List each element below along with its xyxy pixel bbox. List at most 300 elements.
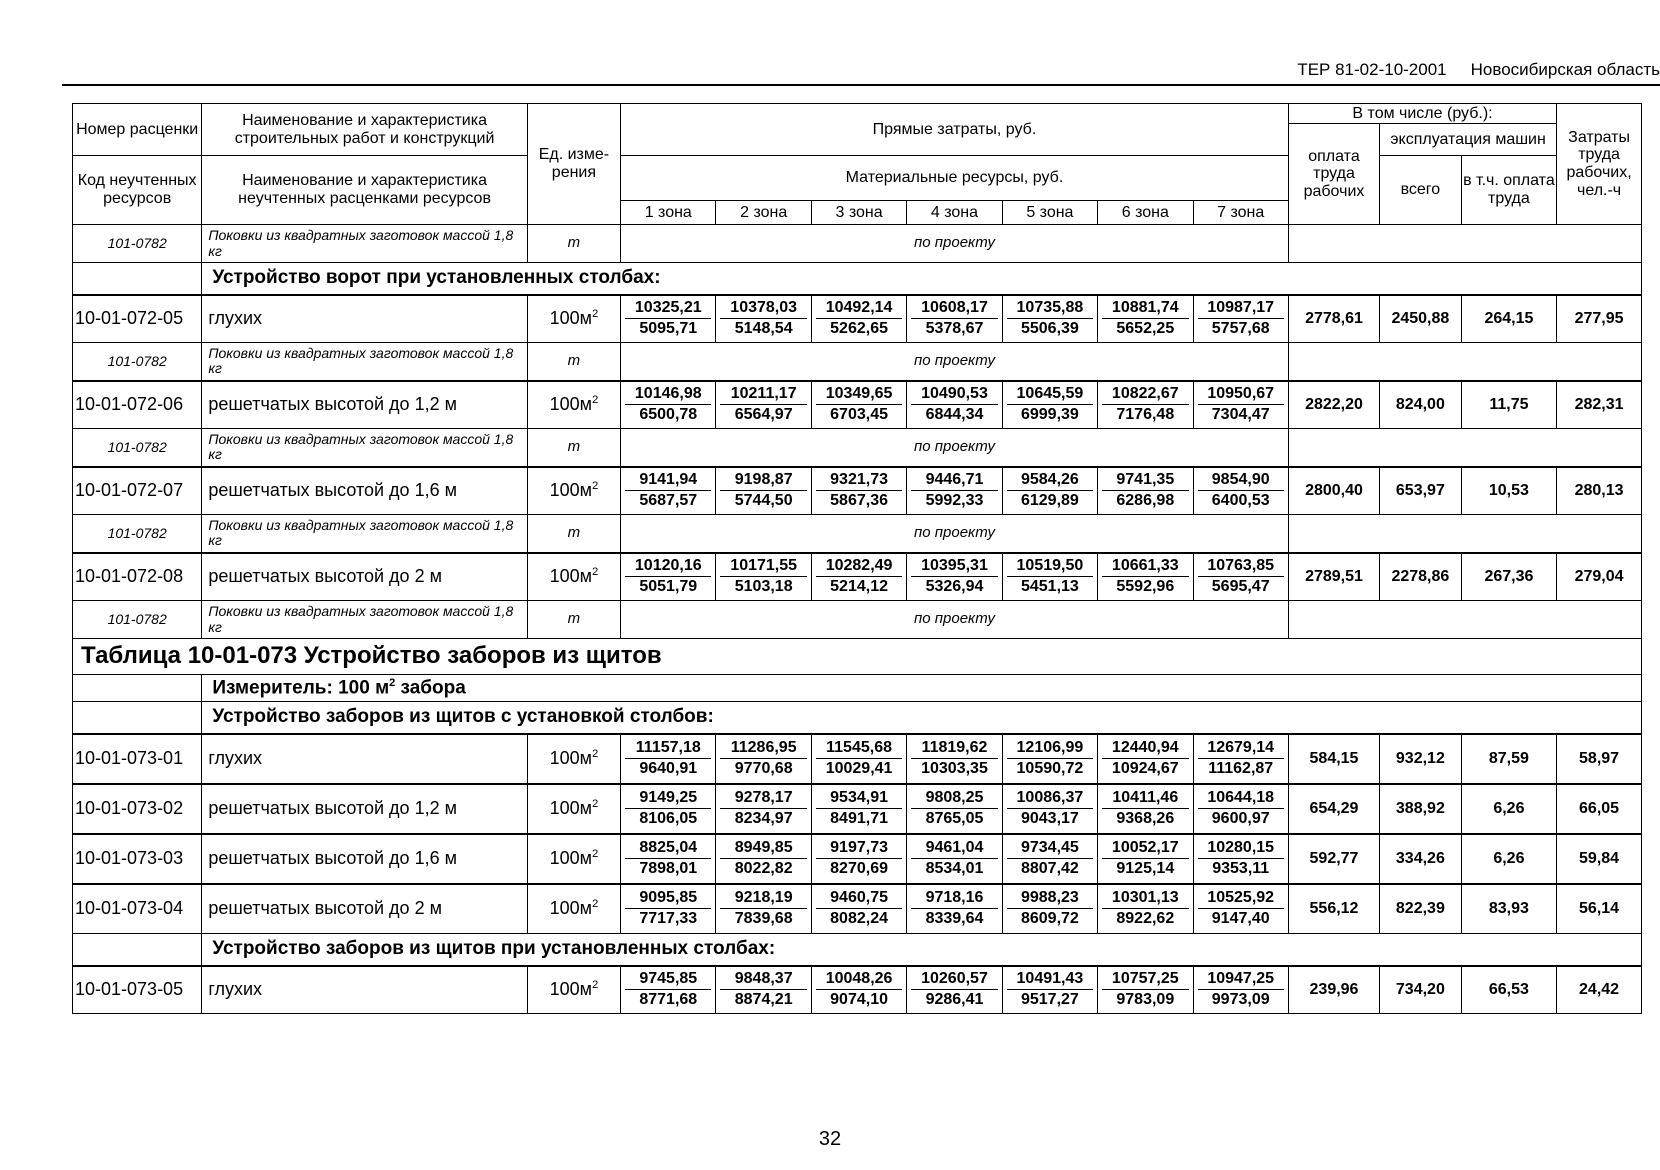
zone-value-cell xyxy=(716,734,811,784)
machines-labor-value: 87,59 xyxy=(1461,734,1556,784)
rate-unit xyxy=(527,467,620,515)
zone-value-cell xyxy=(621,553,716,601)
direct-cost-value: 10349,65 xyxy=(816,384,902,405)
direct-cost-value: 10280,15 xyxy=(1198,838,1284,859)
machines-labor-value: 83,93 xyxy=(1461,884,1556,934)
material-cost-value: 9074,10 xyxy=(830,991,888,1009)
material-cost-value: 9770,68 xyxy=(734,760,793,777)
direct-cost-value: 12440,94 xyxy=(1102,738,1188,759)
rate-name: решетчатых высотой до 2 м xyxy=(202,553,527,601)
machines-total-value: 2278,86 xyxy=(1380,553,1462,601)
zone-value-cell xyxy=(621,884,716,934)
resource-name: Поковки из квадратных заготовок массой 1,8 кг xyxy=(202,429,527,467)
rate-unit xyxy=(527,381,620,429)
labor-pay-value: 239,96 xyxy=(1288,966,1379,1014)
machines-labor-value: 6,26 xyxy=(1461,784,1556,834)
zone-value-cell xyxy=(621,834,716,884)
zone-value-cell xyxy=(907,295,1002,343)
machines-labor-header: в т.ч. оплата труда xyxy=(1461,156,1556,225)
direct-cost-value: 10492,14 xyxy=(816,298,902,319)
material-cost-value: 9973,09 xyxy=(1211,991,1270,1009)
machines-labor-value: 6,26 xyxy=(1461,834,1556,884)
unit-text: 100м xyxy=(549,480,593,501)
rate-name: глухих xyxy=(202,734,527,784)
direct-cost-value: 10881,74 xyxy=(1102,298,1188,319)
material-cost-value: 5326,94 xyxy=(925,578,984,596)
zone-value-cell xyxy=(1098,784,1193,834)
zone-value-cell xyxy=(1098,553,1193,601)
zone-value-cell xyxy=(811,884,906,934)
zone-value-cell xyxy=(1193,734,1288,784)
material-cost-value: 8771,68 xyxy=(639,991,698,1009)
rate-name: глухих xyxy=(202,966,527,1014)
rate-name: решетчатых высотой до 2 м xyxy=(202,884,527,934)
direct-cost-value: 9848,37 xyxy=(720,969,806,990)
unit-header: Ед. изме-рения xyxy=(527,104,620,225)
direct-cost-value: 11286,95 xyxy=(720,738,806,759)
direct-cost-value: 9321,73 xyxy=(816,470,902,491)
direct-cost-value: 10325,21 xyxy=(625,298,711,319)
labor-hours-value: 280,13 xyxy=(1557,467,1642,515)
zone-header: 3 зона xyxy=(811,201,906,225)
direct-cost-value: 10763,85 xyxy=(1198,556,1284,577)
zone-value-cell xyxy=(1098,381,1193,429)
material-cost-value: 5148,54 xyxy=(734,320,793,338)
direct-cost-value: 10378,03 xyxy=(720,298,806,319)
rate-name: решетчатых высотой до 1,6 м xyxy=(202,467,527,515)
direct-cost-value: 10211,17 xyxy=(720,384,806,405)
zone-value-cell xyxy=(907,884,1002,934)
unit-text: 100м xyxy=(549,394,593,415)
material-cost-value: 7717,33 xyxy=(639,910,698,928)
direct-cost-value: 10525,92 xyxy=(1198,888,1284,909)
section-row xyxy=(73,934,1642,966)
direct-cost-value: 10645,59 xyxy=(1007,384,1093,405)
zone-header: 2 зона xyxy=(716,201,811,225)
resource-name-header: Наименование и характеристика неучтенных расценками ресурсов xyxy=(202,156,527,225)
zone-value-cell xyxy=(621,784,716,834)
material-cost-value: 5992,33 xyxy=(925,492,984,510)
material-cost-value: 8082,24 xyxy=(830,910,888,928)
zone-value-cell xyxy=(716,295,811,343)
zone-value-cell xyxy=(1193,295,1288,343)
material-cost-value: 5695,47 xyxy=(1211,578,1270,596)
rate-unit xyxy=(527,884,620,934)
zone-value-cell xyxy=(1002,467,1097,515)
labor-pay-value: 2789,51 xyxy=(1288,553,1379,601)
resource-code: 101-0782 xyxy=(73,343,202,381)
section-heading: Устройство заборов из щитов при установленных столбах: xyxy=(202,934,1642,966)
rate-code: 10-01-073-05 xyxy=(73,966,202,1014)
labor-pay-header: оплата труда рабочих xyxy=(1288,124,1379,225)
zone-value-cell xyxy=(1098,734,1193,784)
labor-pay-value: 654,29 xyxy=(1288,784,1379,834)
material-cost-value: 5451,13 xyxy=(1020,578,1079,596)
material-cost-value: 5506,39 xyxy=(1020,320,1079,338)
direct-cost-value: 10260,57 xyxy=(911,969,997,990)
rates-table xyxy=(72,103,1642,1014)
resource-note: по проекту xyxy=(621,429,1289,467)
machines-total-header: всего xyxy=(1380,156,1462,225)
section-heading: Устройство заборов из щитов с установкой столбов: xyxy=(202,702,1642,734)
zone-value-cell xyxy=(716,553,811,601)
empty-cell xyxy=(1288,429,1641,467)
zone-value-cell xyxy=(907,734,1002,784)
zone-value-cell xyxy=(716,966,811,1014)
direct-cost-value: 9745,85 xyxy=(625,969,711,990)
material-cost-value: 10029,41 xyxy=(825,760,893,777)
labor-pay-value: 556,12 xyxy=(1288,884,1379,934)
material-cost-value: 6400,53 xyxy=(1211,492,1270,510)
empty-cell xyxy=(73,263,202,295)
material-cost-value: 5744,50 xyxy=(734,492,793,510)
material-cost-value: 9286,41 xyxy=(925,991,984,1009)
rate-unit xyxy=(527,734,620,784)
resource-note: по проекту xyxy=(621,601,1289,639)
direct-cost-value: 11545,68 xyxy=(816,738,902,759)
direct-cost-value: 9461,04 xyxy=(911,838,997,859)
zone-value-cell xyxy=(907,834,1002,884)
zone-value-cell xyxy=(1002,295,1097,343)
unit-exponent: 2 xyxy=(592,898,599,911)
unit-exponent: 2 xyxy=(592,798,599,811)
material-cost-value: 8491,71 xyxy=(830,810,888,827)
zone-value-cell xyxy=(1193,553,1288,601)
region-name: Новосибирская область xyxy=(1470,60,1660,79)
labor-hours-value: 59,84 xyxy=(1557,834,1642,884)
material-cost-value: 8765,05 xyxy=(925,810,984,827)
zone-value-cell xyxy=(1098,966,1193,1014)
resource-unit: т xyxy=(527,515,620,553)
rate-unit xyxy=(527,834,620,884)
direct-cost-value: 9718,16 xyxy=(911,888,997,909)
table-header xyxy=(73,104,1642,225)
zone-value-cell xyxy=(621,467,716,515)
zone-value-cell xyxy=(1002,834,1097,884)
rate-unit xyxy=(527,966,620,1014)
material-cost-value: 8234,97 xyxy=(734,810,793,827)
direct-cost-value: 10822,67 xyxy=(1102,384,1188,405)
material-cost-value: 6844,34 xyxy=(925,406,984,424)
zone-value-cell xyxy=(1193,784,1288,834)
material-cost-value: 9043,17 xyxy=(1020,810,1079,827)
rate-unit xyxy=(527,553,620,601)
direct-cost-value: 10301,13 xyxy=(1102,888,1188,909)
rate-code: 10-01-073-01 xyxy=(73,734,202,784)
rate-name: глухих xyxy=(202,295,527,343)
machines-labor-value: 66,53 xyxy=(1461,966,1556,1014)
labor-hours-value: 56,14 xyxy=(1557,884,1642,934)
unit-text: 100м xyxy=(549,798,593,819)
machines-total-value: 932,12 xyxy=(1380,734,1462,784)
work-name-header: Наименование и характеристика строительных работ и конструкций xyxy=(202,104,527,156)
rate-name: решетчатых высотой до 1,2 м xyxy=(202,784,527,834)
direct-cost-value: 12106,99 xyxy=(1007,738,1093,759)
rate-number-header: Номер расценки xyxy=(73,104,202,156)
rate-row xyxy=(73,467,1642,515)
resource-note: по проекту xyxy=(621,225,1289,263)
table-title: Таблица 10-01-073 Устройство заборов из щитов xyxy=(73,639,1642,675)
material-cost-value: 9353,11 xyxy=(1212,860,1270,877)
rate-row xyxy=(73,381,1642,429)
direct-cost-value: 9149,25 xyxy=(625,788,711,809)
machines-total-value: 2450,88 xyxy=(1380,295,1462,343)
zone-header: 5 зона xyxy=(1002,201,1097,225)
zone-value-cell xyxy=(907,381,1002,429)
zone-value-cell xyxy=(716,834,811,884)
section-row xyxy=(73,263,1642,295)
rate-code: 10-01-073-04 xyxy=(73,884,202,934)
direct-cost-value: 10950,67 xyxy=(1198,384,1284,405)
zone-value-cell xyxy=(1098,467,1193,515)
rate-row xyxy=(73,734,1642,784)
zone-value-cell xyxy=(716,381,811,429)
unit-text: 100м xyxy=(549,566,593,587)
labor-hours-header: Затраты труда рабочих, чел.-ч xyxy=(1557,104,1642,225)
section-heading: Устройство ворот при установленных столбах: xyxy=(202,263,1642,295)
resource-code: 101-0782 xyxy=(73,515,202,553)
unit-exponent: 2 xyxy=(592,308,599,321)
zone-value-cell xyxy=(1193,884,1288,934)
unit-text: 100м xyxy=(549,848,593,869)
zone-value-cell xyxy=(811,734,906,784)
rate-code: 10-01-073-03 xyxy=(73,834,202,884)
direct-cost-value: 10735,88 xyxy=(1007,298,1093,319)
resource-note: по проекту xyxy=(621,515,1289,553)
material-cost-value: 8339,64 xyxy=(925,910,984,928)
zone-value-cell xyxy=(716,467,811,515)
material-cost-value: 5262,65 xyxy=(830,320,888,338)
empty-cell xyxy=(73,702,202,734)
zone-header: 7 зона xyxy=(1193,201,1288,225)
material-cost-value: 7176,48 xyxy=(1116,406,1175,424)
rate-code: 10-01-072-07 xyxy=(73,467,202,515)
labor-pay-value: 2800,40 xyxy=(1288,467,1379,515)
empty-cell xyxy=(73,934,202,966)
direct-cost-value: 10146,98 xyxy=(625,384,711,405)
zone-value-cell xyxy=(811,784,906,834)
machines-total-value: 824,00 xyxy=(1380,381,1462,429)
material-cost-value: 5214,12 xyxy=(830,578,888,596)
direct-cost-value: 12679,14 xyxy=(1198,738,1284,759)
zone-value-cell xyxy=(1098,884,1193,934)
measure-tail: забора xyxy=(395,677,466,699)
labor-hours-value: 24,42 xyxy=(1557,966,1642,1014)
material-cost-value: 5378,67 xyxy=(925,320,984,338)
machines-labor-value: 11,75 xyxy=(1461,381,1556,429)
direct-cost-value: 9741,35 xyxy=(1102,470,1188,491)
direct-cost-value: 9218,19 xyxy=(720,888,806,909)
labor-hours-value: 279,04 xyxy=(1557,553,1642,601)
zone-value-cell xyxy=(811,553,906,601)
material-cost-value: 9517,27 xyxy=(1020,991,1079,1009)
zone-value-cell xyxy=(907,553,1002,601)
unit-exponent: 2 xyxy=(592,748,599,761)
direct-cost-value: 9197,73 xyxy=(816,838,902,859)
labor-pay-value: 584,15 xyxy=(1288,734,1379,784)
material-cost-value: 8106,05 xyxy=(639,810,698,827)
empty-cell xyxy=(1288,343,1641,381)
direct-cost-value: 9988,23 xyxy=(1007,888,1093,909)
direct-cost-value: 9198,87 xyxy=(720,470,806,491)
resource-note: по проекту xyxy=(621,343,1289,381)
machines-header: эксплуатация машин xyxy=(1380,124,1557,156)
rate-row xyxy=(73,295,1642,343)
zone-value-cell xyxy=(621,381,716,429)
direct-cost-value: 9808,25 xyxy=(911,788,997,809)
labor-pay-value: 2778,61 xyxy=(1288,295,1379,343)
direct-cost-value: 10171,55 xyxy=(720,556,806,577)
zone-value-cell xyxy=(1193,467,1288,515)
page-number: 32 xyxy=(818,1128,842,1150)
measure-exponent: 2 xyxy=(389,676,396,689)
direct-cost-value: 10282,49 xyxy=(816,556,902,577)
labor-hours-value: 66,05 xyxy=(1557,784,1642,834)
direct-cost-value: 10757,25 xyxy=(1102,969,1188,990)
material-cost-value: 8270,69 xyxy=(830,860,888,877)
resource-name: Поковки из квадратных заготовок массой 1,8 кг xyxy=(202,343,527,381)
labor-pay-value: 2822,20 xyxy=(1288,381,1379,429)
zone-value-cell xyxy=(907,784,1002,834)
zone-value-cell xyxy=(621,734,716,784)
zone-value-cell xyxy=(1002,884,1097,934)
unit-exponent: 2 xyxy=(592,979,599,992)
direct-cost-value: 9095,85 xyxy=(625,888,711,909)
labor-hours-value: 58,97 xyxy=(1557,734,1642,784)
zone-header: 1 зона xyxy=(621,201,716,225)
rate-unit xyxy=(527,295,620,343)
zone-value-cell xyxy=(1002,553,1097,601)
unit-exponent: 2 xyxy=(592,480,599,493)
unit-exponent: 2 xyxy=(592,848,599,861)
zone-value-cell xyxy=(907,966,1002,1014)
rate-row xyxy=(73,553,1642,601)
zone-value-cell xyxy=(811,381,906,429)
including-header: В том числе (руб.): xyxy=(1288,104,1556,124)
resource-code-header: Код неучтенных ресурсов xyxy=(73,156,202,225)
direct-cost-value: 8949,85 xyxy=(720,838,806,859)
resource-unit: т xyxy=(527,429,620,467)
material-cost-value: 11162,87 xyxy=(1208,760,1274,777)
direct-cost-value: 9460,75 xyxy=(816,888,902,909)
zone-value-cell xyxy=(907,467,1002,515)
zone-value-cell xyxy=(716,784,811,834)
resource-row xyxy=(73,515,1642,553)
rate-code: 10-01-072-06 xyxy=(73,381,202,429)
running-header xyxy=(62,60,1660,86)
material-cost-value: 5652,25 xyxy=(1116,320,1175,338)
material-cost-value: 10590,72 xyxy=(1016,760,1084,777)
material-cost-value: 9125,14 xyxy=(1116,860,1175,877)
zone-value-cell xyxy=(1098,834,1193,884)
direct-cost-value: 10608,17 xyxy=(911,298,997,319)
rate-row xyxy=(73,834,1642,884)
unit-text: 100м xyxy=(549,748,593,769)
direct-cost-value: 10947,25 xyxy=(1198,969,1284,990)
rate-row xyxy=(73,784,1642,834)
rate-name: решетчатых высотой до 1,2 м xyxy=(202,381,527,429)
direct-cost-value: 10491,43 xyxy=(1007,969,1093,990)
empty-cell xyxy=(73,675,202,702)
empty-cell xyxy=(1288,515,1641,553)
section-row xyxy=(73,702,1642,734)
material-cost-value: 5095,71 xyxy=(639,320,698,338)
rate-code: 10-01-073-02 xyxy=(73,784,202,834)
machines-total-value: 822,39 xyxy=(1380,884,1462,934)
resource-row xyxy=(73,343,1642,381)
direct-costs-header: Прямые затраты, руб. xyxy=(621,104,1289,156)
material-cost-value: 6564,97 xyxy=(734,406,793,424)
material-cost-value: 9640,91 xyxy=(639,760,698,777)
resource-name: Поковки из квадратных заготовок массой 1,8 кг xyxy=(202,515,527,553)
direct-cost-value: 10519,50 xyxy=(1007,556,1093,577)
direct-cost-value: 9854,90 xyxy=(1198,470,1284,491)
zone-value-cell xyxy=(811,966,906,1014)
material-cost-value: 5051,79 xyxy=(639,578,698,596)
material-cost-value: 8874,21 xyxy=(734,991,793,1009)
empty-cell xyxy=(1288,225,1641,263)
resource-unit: т xyxy=(527,601,620,639)
material-cost-value: 5867,36 xyxy=(830,492,888,510)
zone-value-cell xyxy=(621,966,716,1014)
zone-value-cell xyxy=(1002,784,1097,834)
resource-code: 101-0782 xyxy=(73,429,202,467)
material-cost-value: 7839,68 xyxy=(734,910,793,928)
machines-total-value: 388,92 xyxy=(1380,784,1462,834)
empty-cell xyxy=(1288,601,1641,639)
document-code: ТЕР 81-02-10-2001 xyxy=(1297,60,1447,79)
material-cost-value: 5757,68 xyxy=(1211,320,1270,338)
material-cost-value: 6500,78 xyxy=(639,406,698,424)
resource-row xyxy=(73,601,1642,639)
resource-unit: т xyxy=(527,225,620,263)
material-cost-value: 8807,42 xyxy=(1020,860,1079,877)
material-cost-value: 9147,40 xyxy=(1211,910,1270,928)
machines-total-value: 653,97 xyxy=(1380,467,1462,515)
machines-labor-value: 264,15 xyxy=(1461,295,1556,343)
unit-exponent: 2 xyxy=(592,394,599,407)
material-resources-header: Материальные ресурсы, руб. xyxy=(621,156,1289,201)
direct-cost-value: 10052,17 xyxy=(1102,838,1188,859)
material-cost-value: 8609,72 xyxy=(1020,910,1079,928)
direct-cost-value: 9534,91 xyxy=(816,788,902,809)
direct-cost-value: 9141,94 xyxy=(625,470,711,491)
material-cost-value: 9783,09 xyxy=(1116,991,1175,1009)
labor-hours-value: 282,31 xyxy=(1557,381,1642,429)
zone-value-cell xyxy=(811,295,906,343)
material-cost-value: 6999,39 xyxy=(1020,406,1079,424)
direct-cost-value: 9584,26 xyxy=(1007,470,1093,491)
direct-cost-value: 10048,26 xyxy=(816,969,902,990)
labor-pay-value: 592,77 xyxy=(1288,834,1379,884)
resource-name: Поковки из квадратных заготовок массой 1,8 кг xyxy=(202,601,527,639)
resource-row xyxy=(73,225,1642,263)
zone-value-cell xyxy=(621,295,716,343)
table-body xyxy=(73,225,1642,1014)
resource-code: 101-0782 xyxy=(73,225,202,263)
unit-text: 100м xyxy=(549,898,593,919)
zone-value-cell xyxy=(1002,734,1097,784)
material-cost-value: 6703,45 xyxy=(830,406,888,424)
direct-cost-value: 11819,62 xyxy=(911,738,997,759)
rate-code: 10-01-072-08 xyxy=(73,553,202,601)
material-cost-value: 7304,47 xyxy=(1211,406,1270,424)
resource-code: 101-0782 xyxy=(73,601,202,639)
zone-value-cell xyxy=(1193,966,1288,1014)
direct-cost-value: 11157,18 xyxy=(625,738,711,759)
material-cost-value: 9368,26 xyxy=(1116,810,1175,827)
direct-cost-value: 9734,45 xyxy=(1007,838,1093,859)
